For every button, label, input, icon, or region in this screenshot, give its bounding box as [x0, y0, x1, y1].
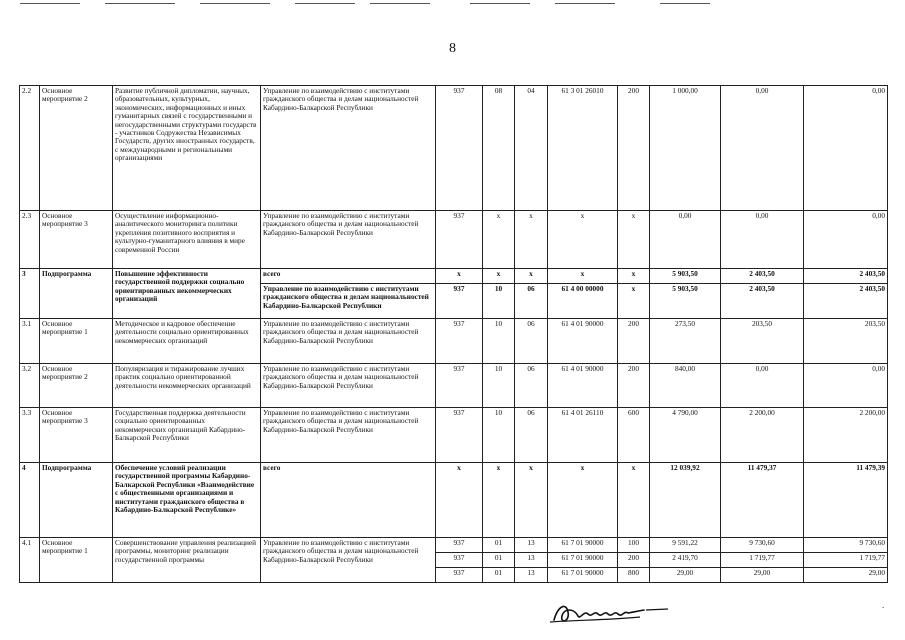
row-name: Государственная поддержка деятельности социально ориентированных некоммерческих организаций Кабардино-Балкарской Республики	[113, 408, 261, 463]
line-value: 13	[515, 553, 547, 568]
row-number: 3.1	[20, 319, 40, 364]
total-value: х	[436, 269, 482, 284]
row-executor: Управление по взаимодействию с институтами гражданского общества и делам национальностей Кабардино-Балкарской Республики	[261, 408, 436, 463]
grbs-cell: 937	[436, 364, 483, 408]
amount-3: 11 479,39	[804, 463, 888, 538]
line-value: 01	[494, 568, 503, 577]
top-rule	[295, 3, 355, 4]
row-type: Основное мероприятие 3	[40, 408, 113, 463]
grbs-cell: 937	[436, 319, 483, 364]
top-rule	[470, 3, 530, 4]
margin-mark: .	[882, 600, 885, 610]
exec-value: 937	[453, 284, 465, 293]
total-value: х	[618, 269, 649, 284]
executor-total-label: всего	[261, 269, 435, 284]
line-value: 13	[527, 568, 535, 577]
grbs-cell: 937	[436, 211, 483, 269]
row-type: Основное мероприятие 1	[40, 538, 113, 583]
table-row-subprogram	[20, 269, 888, 319]
pr-cell: х	[515, 463, 548, 538]
row-number: 3.3	[20, 408, 40, 463]
amount-3: 0,00	[804, 364, 888, 408]
amount-2	[721, 269, 804, 319]
line-value: 29,00	[676, 568, 694, 577]
table-row	[20, 319, 888, 364]
row-number: 2.3	[20, 211, 40, 269]
row-executor: Управление по взаимодействию с институтами гражданского общества и делам национальностей Кабардино-Балкарской Республики	[261, 319, 436, 364]
rz-cell	[483, 269, 515, 319]
row-executor: Управление по взаимодействию с институтами гражданского общества и делам национальностей Кабардино-Балкарской Республики	[261, 86, 436, 211]
amount-3: 2 200,00	[804, 408, 888, 463]
vr-cell: х	[618, 211, 650, 269]
exec-value: х	[631, 284, 636, 293]
top-rule	[555, 3, 615, 4]
row-type: Основное мероприятие 1	[40, 319, 113, 364]
amount-1	[650, 269, 721, 319]
vr-cell	[618, 269, 650, 319]
amount-1: 12 039,92	[650, 463, 721, 538]
amount-2: 11 479,37	[721, 463, 804, 538]
exec-value: 2 403,50	[749, 284, 775, 293]
rz-cell: х	[483, 463, 515, 538]
amount-1: 4 790,00	[650, 408, 721, 463]
vr-cell: 200	[618, 319, 650, 364]
line-value: 2 419,70	[650, 553, 720, 568]
row-type: Основное мероприятие 2	[40, 364, 113, 408]
vr-cell: 200	[618, 364, 650, 408]
line-value: 13	[515, 538, 547, 553]
line-value: 937	[436, 553, 482, 568]
row-number: 4.1	[20, 538, 40, 583]
rz-cell: 08	[483, 86, 515, 211]
amount-1: 840,00	[650, 364, 721, 408]
exec-value: 61 4 00 00000	[561, 284, 604, 293]
pr-cell: 06	[515, 408, 548, 463]
row-executor	[261, 269, 436, 319]
amount-2: 0,00	[721, 364, 804, 408]
grbs-cell: 937	[436, 408, 483, 463]
amount-1: 273,50	[650, 319, 721, 364]
line-value: 937	[453, 568, 465, 577]
row-name: Осуществление информационно-аналитического мониторинга политики укрепления позитивного восприятия и культурно-гуманитарного влияния в мире современной России	[113, 211, 261, 269]
table-row	[20, 364, 888, 408]
amount-1: 0,00	[650, 211, 721, 269]
row-type: Основное мероприятие 3	[40, 211, 113, 269]
amount-3	[804, 269, 888, 319]
row-name: Совершенствование управления реализацией программы, мониторинг реализации государственной программы	[113, 538, 261, 583]
total-value: х	[515, 269, 547, 284]
top-rule	[105, 3, 175, 4]
vr-cell: х	[618, 463, 650, 538]
line-value: 9 730,60	[804, 538, 887, 553]
line-value: 937	[436, 538, 482, 553]
pr-cell	[515, 538, 548, 583]
row-number: 3	[20, 269, 40, 319]
grbs-cell: х	[436, 463, 483, 538]
top-rule	[660, 3, 710, 4]
amount-2: 2 200,00	[721, 408, 804, 463]
row-executor: всего	[261, 463, 436, 538]
rz-cell: 10	[483, 408, 515, 463]
grbs-cell	[436, 538, 483, 583]
amount-2: 0,00	[721, 211, 804, 269]
total-value: 2 403,50	[804, 269, 887, 284]
line-value: 01	[483, 553, 514, 568]
line-value: 800	[628, 568, 639, 577]
amount-2: 0,00	[721, 86, 804, 211]
line-value: 61 7 01 90000	[548, 553, 617, 568]
exec-value: 5 903,50	[672, 284, 698, 293]
pr-cell: 06	[515, 319, 548, 364]
row-executor: Управление по взаимодействию с институтами гражданского общества и делам национальностей Кабардино-Балкарской Республики	[261, 364, 436, 408]
pr-cell	[515, 269, 548, 319]
row-name: Обеспечение условий реализации государственной программы Кабардино-Балкарской Республики «Взаимодействие с общественными организациями и институтами гражданского общества в Кабардино-Балкарской Республике»	[113, 463, 261, 538]
amount-2: 203,50	[721, 319, 804, 364]
line-value: 61 7 01 90000	[548, 538, 617, 553]
csr-cell: х	[548, 463, 618, 538]
line-value: 200	[618, 553, 649, 568]
line-value: 9 730,60	[721, 538, 803, 553]
amount-3: 0,00	[804, 211, 888, 269]
csr-cell: 61 4 01 90000	[548, 319, 618, 364]
amount-2	[721, 538, 804, 583]
row-executor: Управление по взаимодействию с институтами гражданского общества и делам национальностей Кабардино-Балкарской Республики	[261, 538, 436, 583]
table-row	[20, 211, 888, 269]
csr-cell: 61 3 01 26010	[548, 86, 618, 211]
grbs-cell: 937	[436, 86, 483, 211]
csr-cell	[548, 269, 618, 319]
top-rule	[370, 3, 430, 4]
line-value: 1 719,77	[804, 553, 887, 568]
line-value: 100	[618, 538, 649, 553]
top-rule	[20, 3, 80, 4]
row-number: 3.2	[20, 364, 40, 408]
total-value: х	[483, 269, 514, 284]
pr-cell: х	[515, 211, 548, 269]
exec-value: 2 403,50	[859, 284, 885, 293]
signature-icon	[548, 598, 678, 626]
csr-cell: 61 4 01 90000	[548, 364, 618, 408]
pr-cell: 04	[515, 86, 548, 211]
line-value: 29,00	[753, 568, 771, 577]
rz-cell: 10	[483, 319, 515, 364]
exec-value: 10	[494, 284, 503, 293]
line-value: 9 591,22	[650, 538, 720, 553]
executor-name: Управление по взаимодействию с институтами гражданского общества и делам национальностей Кабардино-Балкарской Республики	[263, 284, 429, 310]
amount-3: 203,50	[804, 319, 888, 364]
row-name: Развитие публичной дипломатии, научных, образовательных, культурных, экономических, информационных и иных гуманитарных связей с государственными и негосударственными структурами государств - участников Содружества Независимых Государств, других иностранных государств, с международными и региональными организациями	[113, 86, 261, 211]
amount-1: 1 000,00	[650, 86, 721, 211]
csr-cell: х	[548, 211, 618, 269]
line-value: 61 7 01 90000	[561, 568, 604, 577]
row-type: Подпрограмма	[40, 269, 113, 319]
row-number: 2.2	[20, 86, 40, 211]
table-row	[20, 86, 888, 211]
rz-cell: х	[483, 211, 515, 269]
row-name: Методическое и кадровое обеспечение деятельности социально ориентированных некоммерческих организаций	[113, 319, 261, 364]
row-number: 4	[20, 463, 40, 538]
row-type: Основное мероприятие 2	[40, 86, 113, 211]
budget-table	[19, 85, 888, 583]
amount-3	[804, 538, 888, 583]
table-row-subprogram	[20, 463, 888, 538]
line-value: 1 719,77	[721, 553, 803, 568]
total-value: х	[548, 269, 617, 284]
total-value: 2 403,50	[721, 269, 803, 284]
row-executor: Управление по взаимодействию с институтами гражданского общества и делам национальностей Кабардино-Балкарской Республики	[261, 211, 436, 269]
row-name: Популяризация и тиражирование лучших практик социально ориентированной деятельности некоммерческих организаций	[113, 364, 261, 408]
row-name: Повышение эффективности государственной поддержки социально ориентированных некоммерческих организаций	[113, 269, 261, 319]
rz-cell: 10	[483, 364, 515, 408]
vr-cell	[618, 538, 650, 583]
table-row	[20, 408, 888, 463]
page-number: 8	[449, 41, 456, 56]
grbs-cell	[436, 269, 483, 319]
total-value: 5 903,50	[650, 269, 720, 284]
amount-1	[650, 538, 721, 583]
vr-cell: 200	[618, 86, 650, 211]
table-row	[20, 538, 888, 583]
amount-3: 0,00	[804, 86, 888, 211]
pr-cell: 06	[515, 364, 548, 408]
top-rule	[200, 3, 270, 4]
vr-cell: 600	[618, 408, 650, 463]
csr-cell	[548, 538, 618, 583]
csr-cell: 61 4 01 26110	[548, 408, 618, 463]
line-value: 29,00	[868, 568, 885, 577]
line-value: 01	[483, 538, 514, 553]
exec-value: 06	[527, 284, 535, 293]
row-type: Подпрограмма	[40, 463, 113, 538]
rz-cell	[483, 538, 515, 583]
